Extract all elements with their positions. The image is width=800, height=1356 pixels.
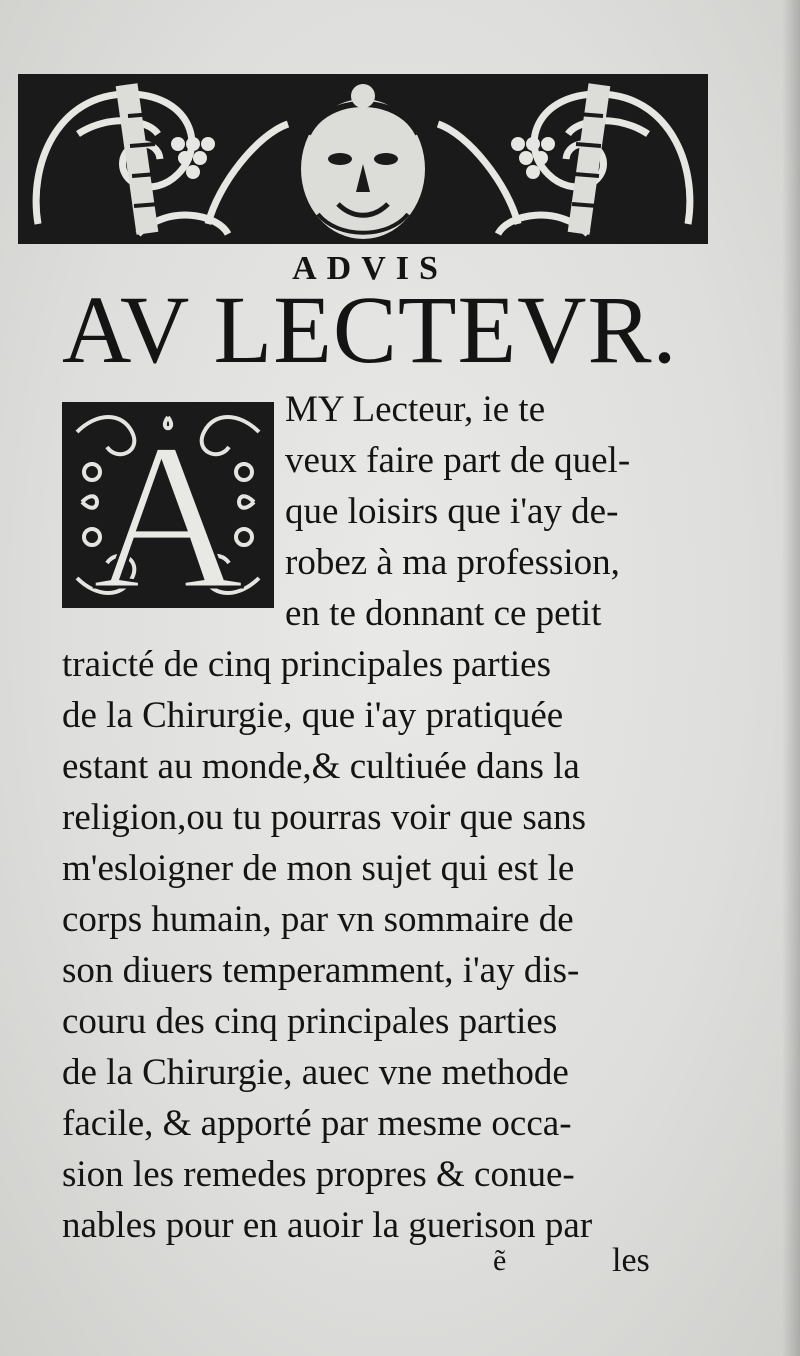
text-line: m'esloigner de mon sujet qui est le (62, 848, 575, 889)
text-line: couru des cinq principales parties (62, 1001, 558, 1042)
text-line: de la Chirurgie, que i'ay pratiquée (62, 695, 564, 736)
text-line: son diuers temperamment, i'ay dis- (62, 950, 580, 991)
decorated-initial (62, 402, 274, 608)
text-line: facile, & apporté par mesme occa- (62, 1103, 572, 1144)
text-line: en te donnant ce petit (285, 593, 602, 634)
text-line: MY Lecteur, ie te (285, 389, 546, 430)
heading-advis: ADVIS (292, 250, 448, 287)
headpiece-ornament (18, 74, 708, 244)
heading-au-lecteur: AV LECTEVR. (62, 276, 678, 383)
text-line: corps humain, par vn sommaire de (62, 899, 574, 940)
text-line: nables pour en auoir la guerison par (62, 1205, 593, 1246)
text-line: que loisirs que i'ay de- (285, 491, 619, 532)
text-line: veux faire part de quel- (285, 440, 631, 481)
text-line: de la Chirurgie, auec vne methode (62, 1052, 569, 1093)
catchword: les (612, 1242, 650, 1279)
page-edge-shadow (782, 0, 800, 1356)
signature-mark: ẽ (493, 1244, 507, 1277)
text-line: robez à ma profession, (285, 542, 620, 583)
text-line: estant au monde,& cultiuée dans la (62, 746, 580, 787)
drop-cap-letter: A (92, 402, 244, 608)
text-line: religion,ou tu pourras voir que sans (62, 797, 587, 838)
text-line: sion les remedes propres & conue- (62, 1154, 575, 1195)
text-line: traicté de cinq principales parties (62, 644, 552, 685)
